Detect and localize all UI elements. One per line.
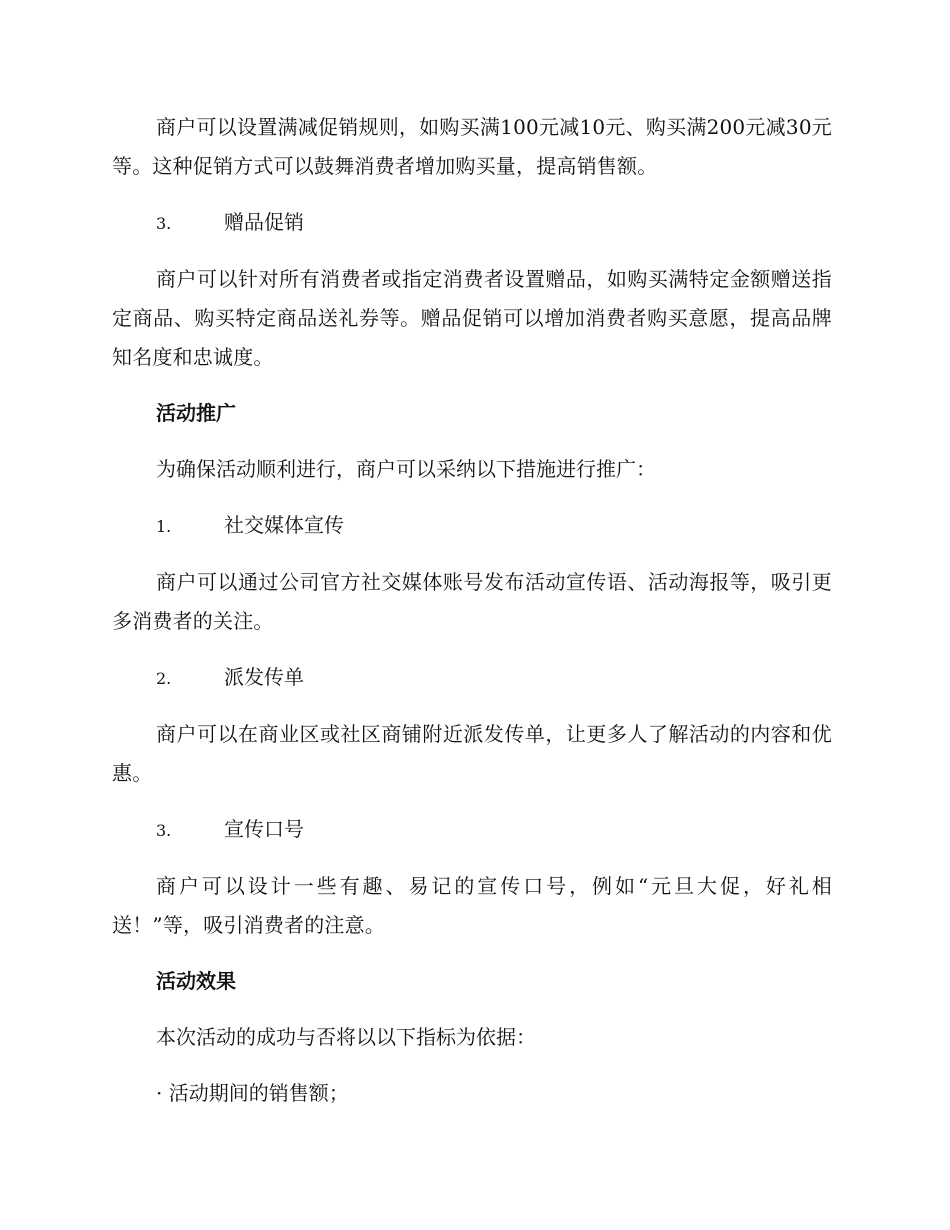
paragraph-discount-rules: 商户可以设置满减促销规则，如购买满100元减10元、购买满200元减30元等。这种促销方式可以鼓舞消费者增加购买量，提高销售额。 — [112, 115, 832, 178]
bullet-item-sales: · 活动期间的销售额； — [156, 1081, 349, 1105]
list-item-label: 社交媒体宣传 — [224, 513, 344, 537]
list-item-label: 派发传单 — [224, 665, 304, 689]
list-item-label: 赠品促销 — [224, 210, 304, 234]
list-number: 1. — [156, 517, 172, 536]
list-number: 2. — [156, 669, 172, 688]
list-number: 3. — [156, 821, 172, 840]
document-body — [112, 108, 832, 1113]
list-number: 3. — [156, 214, 172, 233]
list-item-flyers — [112, 658, 832, 698]
promotion-intro: 为确保活动顺利进行，商户可以采纳以下措施进行推广： — [156, 457, 656, 481]
list-item-slogan — [112, 810, 832, 850]
list-item-gift-promotion — [112, 203, 832, 243]
section-heading-promotion: 活动推广 — [156, 401, 236, 425]
paragraph-slogan: 商户可以设计一些有趣、易记的宣传口号，例如“元旦大促，好礼相送！”等，吸引消费者的注意。 — [112, 874, 832, 937]
section-heading-effect: 活动效果 — [156, 969, 236, 993]
list-item-label: 宣传口号 — [224, 817, 304, 841]
effect-intro: 本次活动的成功与否将以以下指标为依据： — [156, 1025, 536, 1049]
paragraph-flyers: 商户可以在商业区或社区商铺附近派发传单，让更多人了解活动的内容和优惠。 — [112, 722, 832, 785]
paragraph-gift-promotion: 商户可以针对所有消费者或指定消费者设置赠品，如购买满特定金额赠送指定商品、购买特定商品送礼券等。赠品促销可以增加消费者购买意愿，提高品牌知名度和忠诚度。 — [112, 267, 832, 369]
paragraph-social-media: 商户可以通过公司官方社交媒体账号发布活动宣传语、活动海报等，吸引更多消费者的关注。 — [112, 570, 832, 633]
list-item-social-media — [112, 506, 832, 546]
